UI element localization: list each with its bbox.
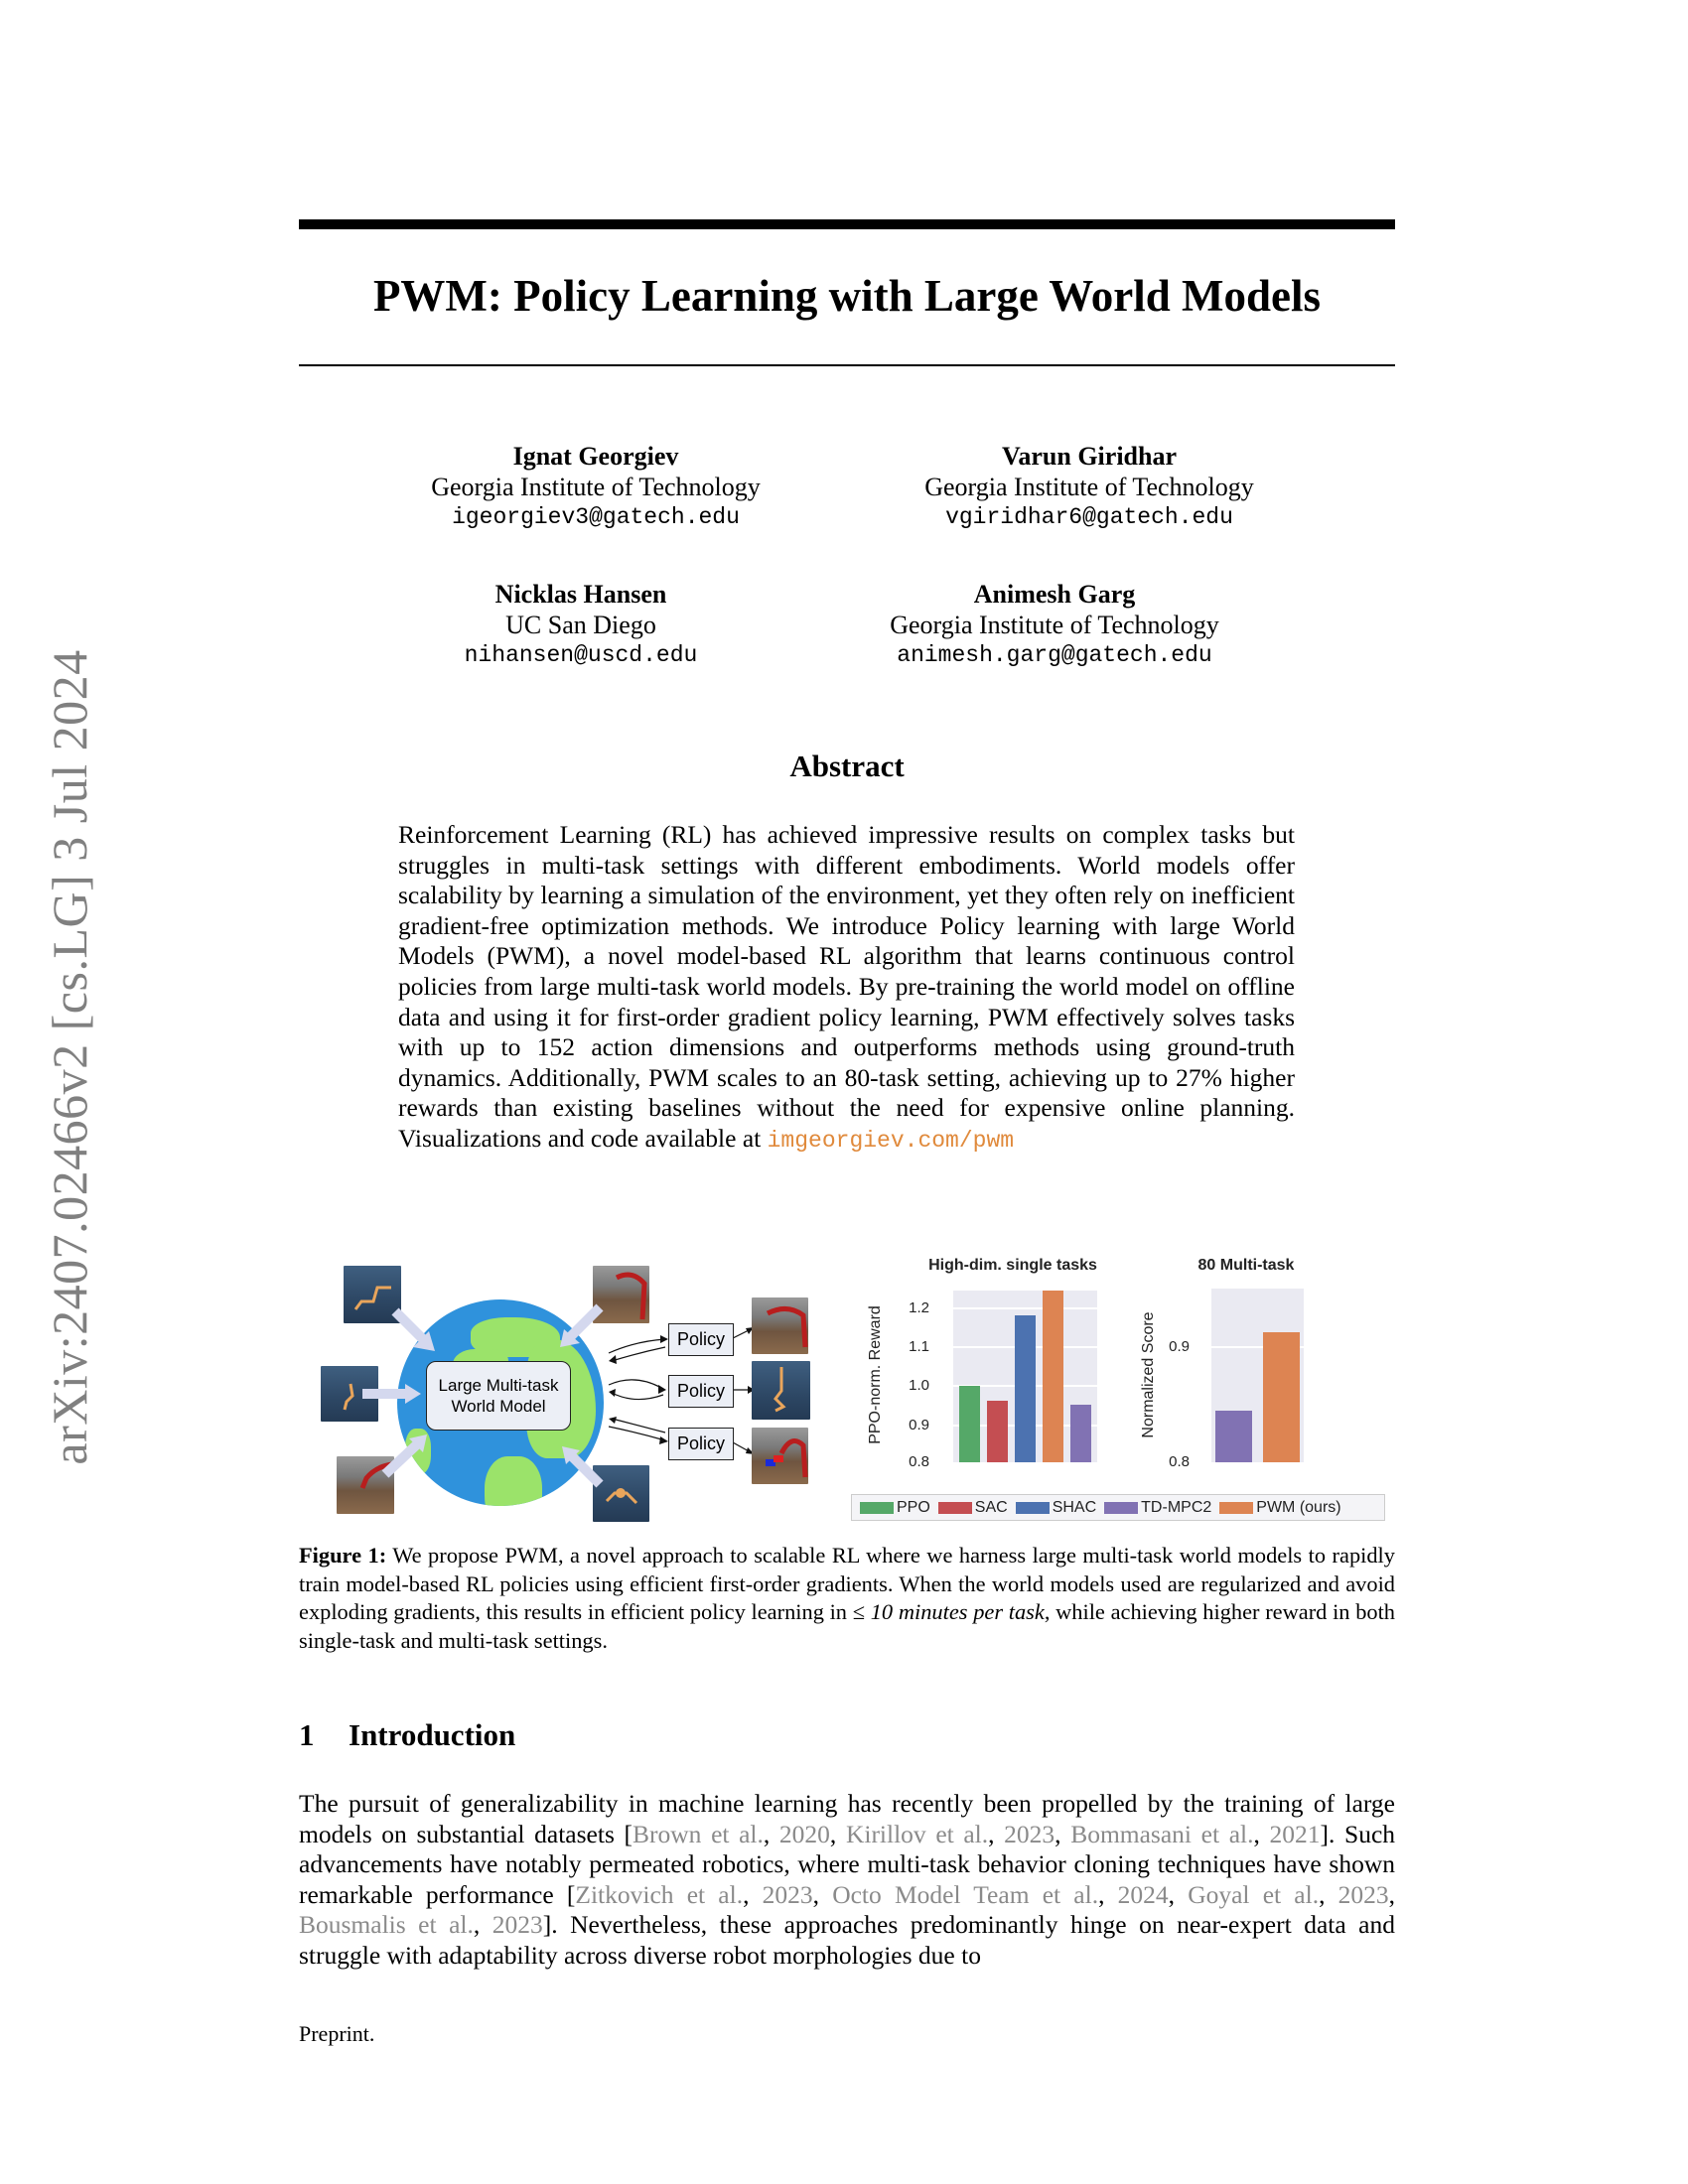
chart-title: High-dim. single tasks [928,1257,1097,1274]
legend-item-shac [1016,1499,1096,1517]
body-text: , [1098,1879,1118,1909]
arxiv-identifier-stamp: arXiv:2407.02466v2 [cs.LG] 3 Jul 2024 [42,649,97,1465]
bar-shac [1015,1315,1036,1462]
output-thumbnail-robot-arm [752,1428,808,1484]
author-affiliation: Georgia Institute of Technology [431,473,761,501]
citation-link[interactable]: Octo Model Team et al. [832,1879,1099,1909]
title-bottom-rule [299,364,1395,366]
body-text: , [1253,1819,1270,1848]
y-tick: 0.9 [1169,1338,1190,1355]
title-top-rule [299,219,1395,229]
section-number: 1 [299,1717,315,1752]
legend-label: SAC [974,1498,1008,1516]
body-text: The pursuit of generalizability in machine learning has recently been propelled by the training of large models on substantial datasets [ [299,1789,1395,1848]
citation-link[interactable]: Zitkovich et al. [575,1879,744,1909]
figure-caption [299,1542,1395,1655]
introduction-paragraph [299,1789,1395,1972]
citation-link[interactable]: 2023 [492,1910,543,1940]
body-text: , [829,1819,846,1848]
abstract-heading: Abstract [789,749,905,783]
citation-link[interactable]: 2024 [1117,1879,1169,1909]
legend-item-pwm [1219,1499,1340,1517]
author-name: Nicklas Hansen [494,580,667,609]
author-email[interactable]: nihansen@uscd.edu [464,642,698,668]
legend-item-tdmpc2 [1104,1499,1211,1517]
citation-link[interactable]: Goyal et al. [1188,1879,1320,1909]
legend-item-ppo [860,1499,930,1517]
bar-ppo [959,1386,980,1462]
body-text: ]. Such advancements have notably permeated robotics, where multi-task behavior cloning techniques have shown remarkable performance [ [299,1819,1396,1909]
citation-link[interactable]: 2020 [778,1819,830,1848]
section-title: Introduction [349,1717,516,1752]
output-thumbnail-walker [752,1361,810,1420]
citation-link[interactable]: 2023 [762,1879,813,1909]
y-axis-label: Normalized Score [1140,1311,1157,1438]
citation-link[interactable]: Bousmalis et al. [299,1910,474,1940]
caption-emphasis: 10 minutes per task [870,1599,1045,1624]
author-name: Animesh Garg [973,580,1136,609]
body-text: , [988,1819,1005,1848]
bar-tdmpc2 [1070,1405,1091,1462]
body-text: ]. Nevertheless, these approaches predominantly hinge on near-expert data and struggle with adaptability across diverse robot morphologies due to [299,1910,1395,1970]
legend-swatch [1104,1502,1138,1514]
legend-item-sac [938,1499,1008,1517]
body-text: , [1055,1819,1071,1848]
bar-pwm [1263,1332,1300,1462]
policy-box: Policy [668,1428,734,1460]
section-heading [299,1715,515,1755]
plot-area-single-task [953,1291,1097,1462]
world-model-diagram [318,1256,834,1534]
author-name: Ignat Georgiev [512,442,679,471]
output-thumbnail-robot-arm [752,1297,808,1354]
world-model-label-line1: Large Multi-task [438,1376,559,1395]
author-affiliation: UC San Diego [505,611,656,639]
citation-link[interactable]: 2023 [1004,1819,1055,1848]
legend-swatch [938,1502,972,1514]
author-email[interactable]: animesh.garg@gatech.edu [897,642,1212,668]
citation-link[interactable]: Brown et al. [633,1819,764,1848]
abstract-text: Reinforcement Learning (RL) has achieved impressive results on complex tasks but struggles in multi-task settings with different embodiments. World models offer scalability by learning a simulation of the environment, yet they often rely on inefficient gradient-free optimization methods. We introduce Policy learning with large World Models (PWM), a novel model-based RL algorithm that learns continuous control policies from large multi-task world models. By pre-training the world model on offline data and using it for first-order gradient policy learning, PWM effectively solves tasks with up to 152 action dimensions and outperforms methods using ground-truth dynamics. Additionally, PWM scales to an 80-task setting, achieving up to 27% higher rewards than existing baselines without the need for expensive online planning. Visualizations and code available at [398,820,1295,1153]
y-tick: 1.2 [909,1299,929,1316]
citation-link[interactable]: Kirillov et al. [845,1819,989,1848]
plot-area-multi-task [1211,1289,1304,1462]
chart-title: 80 Multi-task [1197,1257,1295,1274]
y-axis-label: PPO-norm. Reward [867,1305,884,1444]
caption-text: We propose PWM, a novel approach to scalable RL where we harness large multi-task world models to rapidly train model-based RL policies using efficient first-order gradients. When the world models used are regularized and avoid exploding gradients, this results in efficient policy learning in [299,1543,1395,1624]
bar-sac [987,1401,1008,1462]
y-tick: 0.9 [909,1417,929,1433]
body-text: , [473,1910,492,1940]
bar-tdmpc2 [1215,1411,1252,1462]
author-block [372,579,789,671]
author-block [846,579,1263,671]
legend-label: SHAC [1052,1498,1097,1516]
citation-link[interactable]: Bommasani et al. [1070,1819,1254,1848]
author-affiliation: Georgia Institute of Technology [924,473,1254,501]
y-tick: 0.8 [1169,1453,1190,1470]
author-block [387,441,804,533]
footer-note: Preprint. [299,2021,375,2046]
policy-box: Policy [668,1375,734,1408]
policy-box: Policy [668,1323,734,1356]
caption-leq: ≤ [852,1599,866,1624]
y-tick: 1.1 [909,1338,929,1355]
citation-link[interactable]: 2023 [1337,1879,1389,1909]
author-block [881,441,1298,533]
body-text: , [1388,1879,1396,1909]
project-link[interactable]: imgeorgiev.com/pwm [767,1127,1015,1154]
caption-label: Figure 1: [299,1543,387,1568]
author-name: Varun Giridhar [1001,442,1178,471]
legend-label: PWM (ours) [1256,1498,1341,1516]
legend-swatch [1016,1502,1050,1514]
body-text: , [1168,1879,1189,1909]
legend-label: PPO [897,1498,930,1516]
chart-legend [851,1494,1385,1521]
world-model-label-line2: World Model [451,1397,546,1416]
legend-label: TD-MPC2 [1141,1498,1212,1516]
legend-swatch [860,1502,894,1514]
body-text: , [1319,1879,1338,1909]
body-text: , [743,1879,763,1909]
legend-swatch [1219,1502,1253,1514]
caption-text: , while achieving higher reward in both single-task and multi-task settings. [299,1599,1395,1653]
bar-pwm [1043,1291,1063,1462]
body-text: , [812,1879,833,1909]
author-email[interactable]: igeorgiev3@gatech.edu [452,504,740,530]
paper-title: PWM: Policy Learning with Large World Models [372,271,1322,321]
abstract-body [398,820,1295,1157]
citation-link[interactable]: 2021 [1269,1819,1321,1848]
author-affiliation: Georgia Institute of Technology [890,611,1219,639]
y-tick: 0.8 [909,1453,929,1470]
author-email[interactable]: vgiridhar6@gatech.edu [945,504,1233,530]
y-tick: 1.0 [909,1377,929,1394]
body-text: , [763,1819,779,1848]
